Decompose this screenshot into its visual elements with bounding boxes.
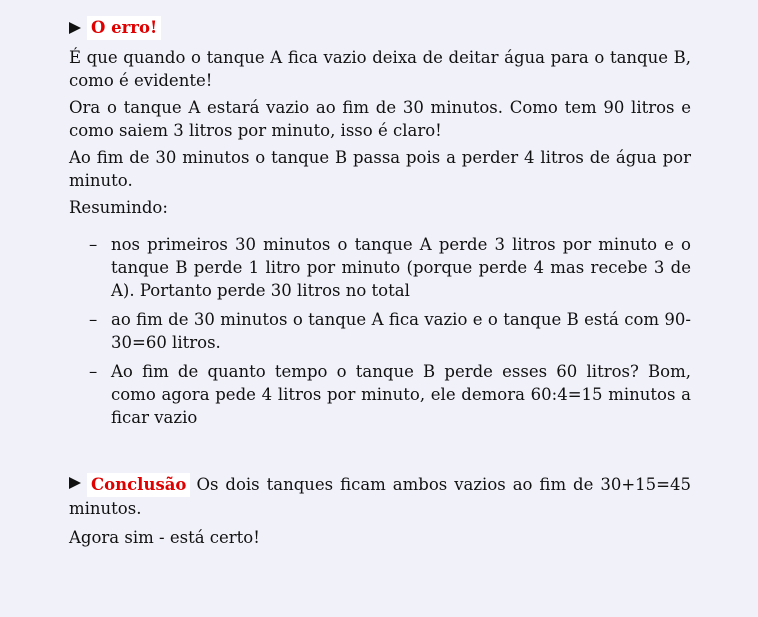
conclusion-text: Os dois tanques ficam ambos vazios ao fim de 30+15=45 minutos. bbox=[69, 475, 691, 518]
conclusion-section bbox=[69, 473, 691, 549]
erro-paragraph-3: Ao fim de 30 minutos o tanque B passa pois a perder 4 litros de água por minuto. bbox=[69, 148, 691, 190]
erro-paragraph-4: Resumindo: bbox=[69, 198, 168, 217]
erro-paragraph-2: Ora o tanque A estará vazio ao fim de 30 minutos. Como tem 90 litros e como saiem 3 litros por minuto, isso é claro! bbox=[69, 98, 691, 140]
conclusion-line bbox=[69, 473, 691, 520]
conclusion-title: Conclusão bbox=[87, 473, 190, 497]
erro-heading bbox=[69, 16, 691, 40]
dash-bullet: – bbox=[89, 235, 98, 254]
final-statement: Agora sim - está certo! bbox=[69, 528, 260, 547]
list-item-text: nos primeiros 30 minutos o tanque A perde 3 litros por minuto e o tanque B perde 1 litro por minuto (porque perde 4 mas recebe 3 de A). Portanto perde 30 litros no total bbox=[111, 235, 691, 300]
dash-bullet: – bbox=[89, 310, 98, 329]
slide-content bbox=[69, 16, 691, 553]
list-item bbox=[69, 233, 691, 302]
list-item-text: Ao fim de quanto tempo o tanque B perde esses 60 litros? Bom, como agora pede 4 litros por minuto, ele demora 60:4=15 minutos a ficar vazio bbox=[111, 362, 691, 427]
erro-paragraph-1: É que quando o tanque A fica vazio deixa de deitar água para o tanque B, como é evidente! bbox=[69, 48, 691, 90]
summary-list bbox=[69, 233, 691, 429]
triangle-bullet-icon bbox=[69, 22, 81, 34]
list-item bbox=[69, 360, 691, 429]
triangle-bullet-icon bbox=[69, 477, 81, 489]
list-item bbox=[69, 308, 691, 354]
dash-bullet: – bbox=[89, 362, 98, 381]
list-item-text: ao fim de 30 minutos o tanque A fica vazio e o tanque B está com 90-30=60 litros. bbox=[111, 310, 691, 352]
erro-title: O erro! bbox=[87, 16, 161, 40]
